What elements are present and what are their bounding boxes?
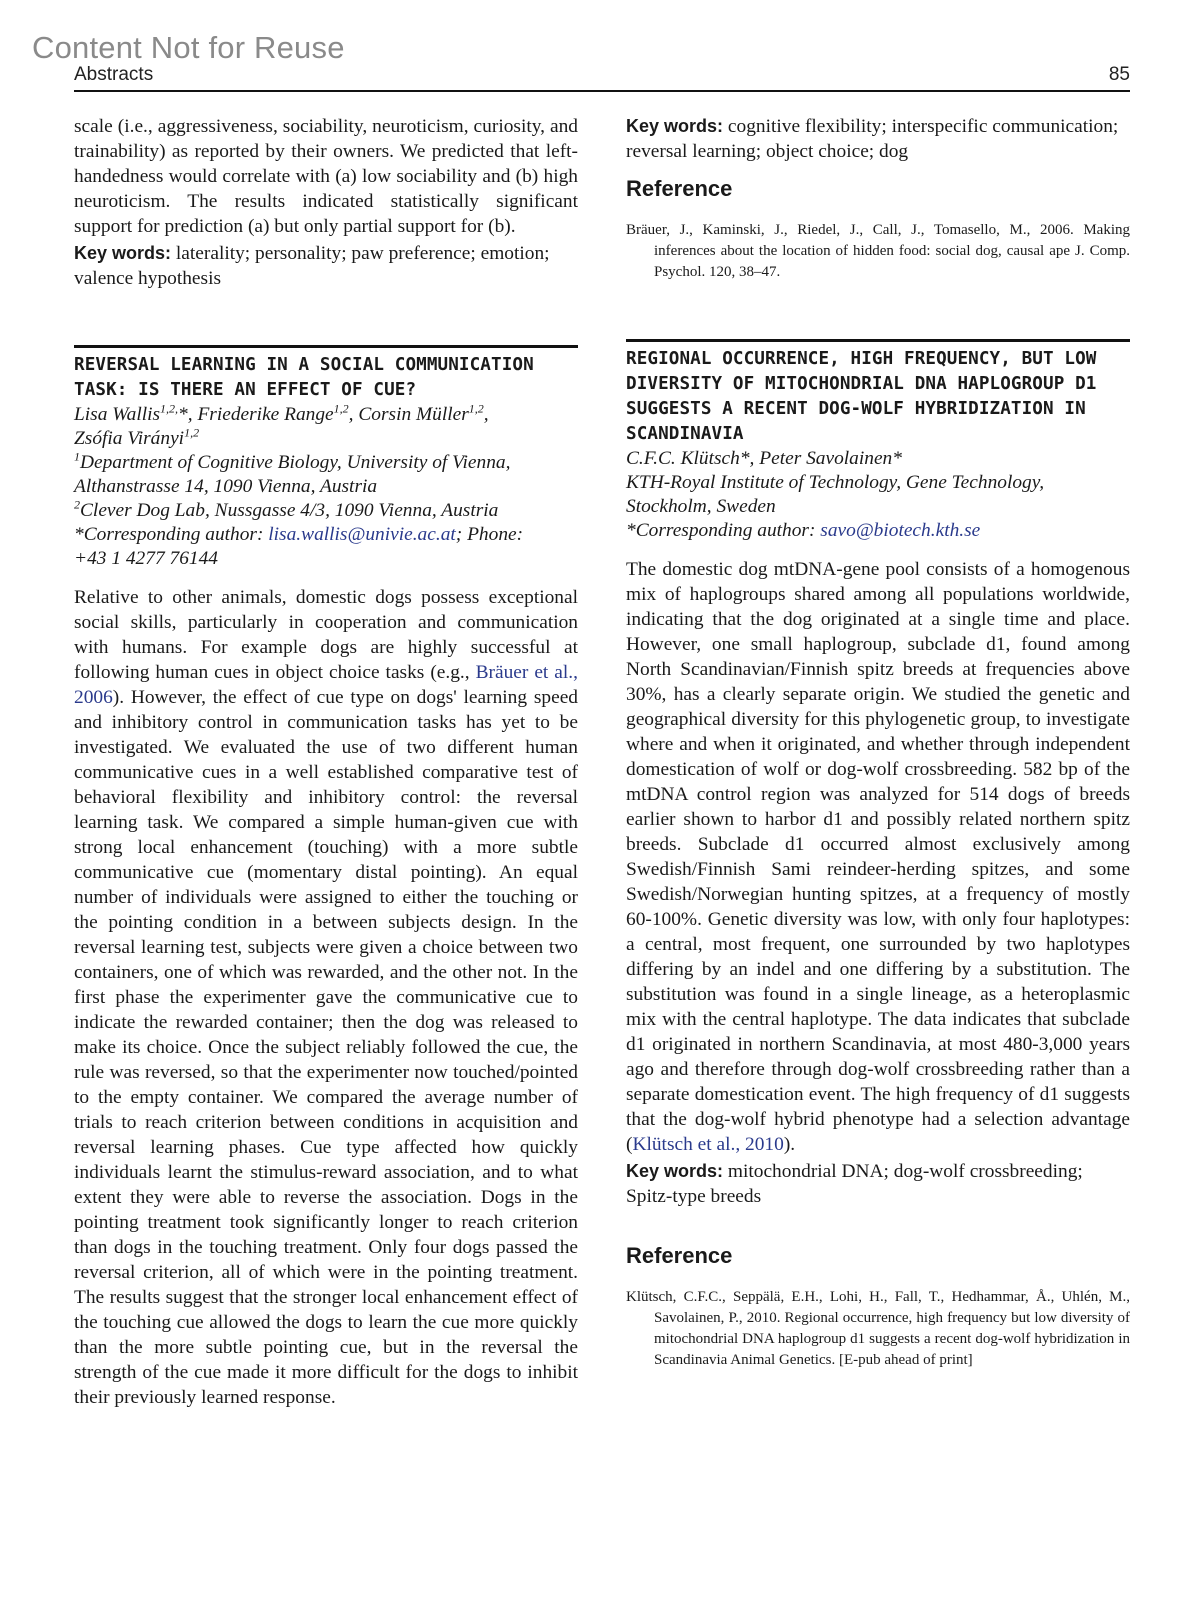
phone-label: ; Phone: xyxy=(455,524,524,545)
author-name: Zsófia Virányi xyxy=(74,428,185,449)
affiliation-number: 1 xyxy=(74,449,80,464)
right-column xyxy=(626,114,1130,1371)
keywords-label: Key words: xyxy=(626,116,724,136)
corresponding-label: *Corresponding author: xyxy=(626,520,821,541)
title-line: DIVERSITY OF MITOCHONDRIAL DNA HAPLOGROUP D1 xyxy=(626,374,1097,394)
watermark-text: Content Not for Reuse xyxy=(32,30,345,65)
abstract-text: The domestic dog mtDNA-gene pool consists of a homogenous mix of haplogroups shared among all populations worldwide, indicating that the dog originated at a single time and place. However, one small haplogroup, subclade d1, found among North Scandinavian/Finnish spitz breeds at frequencies above 30%, has a clearly separate origin. We studied the genetic and geographical diversity for this phylogenetic group, to investigate where and when it originated, and whether through independent domestication of wolf or dog-wolf crossbreeding. 582 bp of the mtDNA control region was analyzed for 514 dogs of breeds earlier shown to harbor d1 and possibly related northern spitz breeds. Subclade d1 occurred almost exclusively among Swedish/Finnish Sami reindeer-herding spitzes, and some Swedish/Norwegian hunting spitzes, at a frequency of mostly 60-100%. Genetic diversity was low, with only four haplotypes: a central, most frequent, one surrounded by two haplotypes differing by an indel and one differing by a substitution. The substitution was found in a single lineage, as a heteroplasmic mix with the central haplotype. The data indicates that subclade d1 originated in northern Scandinavia, at most 480-3,000 years ago and therefore through dog-wolf crossbreeding rather than a separate domestication event. The high frequency of d1 suggests that the dog-wolf hybrid phenotype had a selection advantage ( xyxy=(626,559,1130,1155)
page-number: 85 xyxy=(1108,64,1130,85)
author-affiliation-marker: 1,2 xyxy=(468,401,484,416)
article-title xyxy=(74,353,578,403)
title-line: REVERSAL LEARNING IN A SOCIAL COMMUNICATION xyxy=(74,355,534,375)
abstract-text: ). However, the effect of cue type on dogs' learning speed and inhibitory control in communication tasks has yet to be investigated. We evaluated the use of two different human communicative cues in a well established comparative test of behavioral flexibility and inhibitory control: the reversal learning task. We compared a simple human-given cue with strong local enhancement (touching) with a more subtle communicative cue (momentary distal pointing). An equal number of individuals were assigned to either the touching or the pointing condition in a between subjects design. In the reversal learning test, subjects were given a choice between two containers, one of which was rewarded, and the other not. In the first phase the experimenter gave the communicative cue to indicate the rewarded container; then the dog was released to make its choice. Once the subject reliably followed the cue, the rule was reversed, so that the experimenter now touched/pointed to the empty container. We compared the average number of trials to reach criterion between conditions in acquisition and reversal learning phases. Cue type affected how quickly individuals learnt the stimulus-reward association, and to what extent they were able to reverse the association. Dogs in the pointing treatment took significantly longer to reach criterion than dogs in the touching treatment. Only four dogs passed the reversal criterion, all of which were in the pointing treatment. The results suggest that the stronger local enhancement effect of the touching cue allowed the dogs to learn the cue more quickly than the more subtle pointing cue, but in the reversal the strength of the cue made it more difficult for the dogs to inhibit their previously learned response. xyxy=(74,687,578,1408)
previous-abstract-ending: scale (i.e., aggressiveness, sociability, neuroticism, curiosity, and trainability) as reported by their owners. We predicted that left-handedness would correlate with (a) low sociability and (b) high neuroticism. The results indicated statistically significant support for prediction (a) but only partial support for (b). xyxy=(74,116,578,237)
reference-heading: Reference xyxy=(626,176,733,201)
left-column xyxy=(74,114,578,1410)
author-list xyxy=(74,403,578,451)
corresponding-author xyxy=(626,519,1130,543)
author-name: , Friederike Range xyxy=(187,404,334,425)
affiliation-text: Stockholm, Sweden xyxy=(626,496,776,517)
keywords-text: mitochondrial DNA; dog-wolf crossbreeding; Spitz-type breeds xyxy=(626,1161,1083,1207)
email-link[interactable]: savo@biotech.kth.se xyxy=(820,520,981,541)
corresponding-label: *Corresponding author: xyxy=(74,524,269,545)
section-title: Abstracts xyxy=(74,64,154,85)
email-link[interactable]: lisa.wallis@univie.ac.at xyxy=(268,524,456,545)
affiliation xyxy=(626,471,1130,519)
citation-link[interactable]: Bräuer et al., 2006 xyxy=(74,662,578,708)
author-affiliation-marker: 1,2 xyxy=(333,401,349,416)
abstract-body xyxy=(74,585,578,1410)
citation-link[interactable]: Klütsch et al., 2010 xyxy=(632,1134,784,1155)
abstract-text: Relative to other animals, domestic dogs possess exceptional social skills, particularly in cooperation and communication with humans. For example dogs are highly successful at following human cues in object choice tasks (e.g., xyxy=(74,587,578,683)
article-title xyxy=(626,347,1130,447)
author-separator: , xyxy=(483,404,489,425)
keywords-label: Key words: xyxy=(626,1161,724,1181)
reference-entry: Bräuer, J., Kaminski, J., Riedel, J., Call, J., Tomasello, M., 2006. Making inferences about the location of hidden food: social dog, causal ape J. Comp. Psychol. 120, 38–47. xyxy=(626,222,1130,280)
affiliation-number: 2 xyxy=(74,497,80,512)
previous-keywords xyxy=(74,241,578,291)
article-reversal-learning xyxy=(74,345,578,1410)
abstract-body xyxy=(626,557,1130,1157)
keywords-label: Key words: xyxy=(74,243,172,263)
affiliation-1 xyxy=(74,451,578,499)
title-line: TASK: IS THERE AN EFFECT OF CUE? xyxy=(74,380,417,400)
article-haplogroup-d1 xyxy=(626,339,1130,1371)
title-line: SUGGESTS A RECENT DOG-WOLF HYBRIDIZATION IN xyxy=(626,399,1086,419)
affiliation-2 xyxy=(74,499,578,523)
running-head xyxy=(74,64,1130,92)
affiliation-text: Department of Cognitive Biology, University of Vienna, xyxy=(80,452,511,473)
abstract-text: ). xyxy=(783,1134,796,1155)
title-line: REGIONAL OCCURRENCE, HIGH FREQUENCY, BUT LOW xyxy=(626,349,1097,369)
title-line: SCANDINAVIA xyxy=(626,424,744,444)
affiliation-text: Althanstrasse 14, 1090 Vienna, Austria xyxy=(74,476,378,497)
phone-number: +43 1 4277 76144 xyxy=(74,548,218,569)
author-name: , Corsin Müller xyxy=(348,404,469,425)
article-keywords xyxy=(626,114,1130,164)
author-affiliation-marker: 1,2, xyxy=(160,401,179,416)
keywords-text: cognitive flexibility; interspecific communication; reversal learning; object choice; dog xyxy=(626,116,1119,162)
affiliation-text: Clever Dog Lab, Nussgasse 4/3, 1090 Vienna, Austria xyxy=(80,500,499,521)
reference-entry: Klütsch, C.F.C., Seppälä, E.H., Lohi, H., Fall, T., Hedhammar, Å., Uhlén, M., Savolainen, P., 2010. Regional occurrence, high frequency but low diversity of mitochondrial DNA haplogroup d1 suggests a recent dog-wolf hybridization in Scandinavia Animal Genetics. [E-pub ahead of print] xyxy=(626,1289,1130,1368)
author-list: C.F.C. Klütsch*, Peter Savolainen* xyxy=(626,448,902,469)
corresponding-author xyxy=(74,523,578,571)
author-affiliation-marker: 1,2 xyxy=(184,425,200,440)
article-keywords xyxy=(626,1159,1130,1209)
author-name: Lisa Wallis xyxy=(74,404,161,425)
reference-heading: Reference xyxy=(626,1243,733,1268)
affiliation-text: KTH-Royal Institute of Technology, Gene Technology, xyxy=(626,472,1045,493)
keywords-text: laterality; personality; paw preference; emotion; valence hypothesis xyxy=(74,243,550,289)
corresponding-marker: * xyxy=(178,404,188,425)
